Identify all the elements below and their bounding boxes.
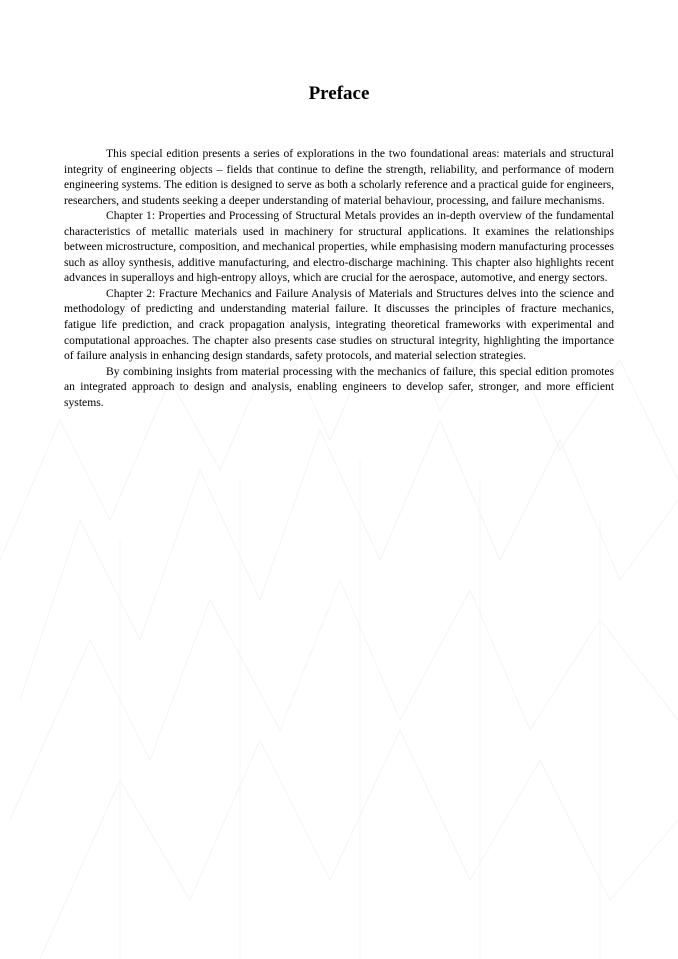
- paragraph-chapter-1: Chapter 1: Properties and Processing of Structural Metals provides an in-depth overview of the fundamental characteristics of metallic materials used in machinery for structural applications. It examines the relationships between microstructure, composition, and mechanical properties, while emphasising modern manufacturing processes such as alloy synthesis, additive manufacturing, and electro-discharge machining. This chapter also highlights recent advances in superalloys and high-entropy alloys, which are crucial for the aerospace, automotive, and energy sectors.: [64, 209, 614, 285]
- paragraph-conclusion: By combining insights from material processing with the mechanics of failure, this special edition promotes an integrated approach to design and analysis, enabling engineers to develop safer, stronger, and more efficient systems.: [64, 364, 614, 409]
- paragraph-intro: This special edition presents a series of explorations in the two foundational areas: materials and structural integrity of engineering objects – fields that continue to define the strength, reliability, and performance of modern engineering systems. The edition is designed to serve as both a scholarly reference and a practical guide for engineers, researchers, and students seeking a deeper understanding of material behaviour, processing, and failure mechanisms.: [64, 147, 614, 207]
- paragraph-chapter-2: Chapter 2: Fracture Mechanics and Failure Analysis of Materials and Structures delves into the science and methodology of predicting and understanding material failure. It discusses the principles of fracture mechanics, fatigue life prediction, and crack propagation analysis, integrating theoretical frameworks with experimental and computational approaches. The chapter also presents case studies on structural integrity, highlighting the importance of failure analysis in enhancing design standards, safety protocols, and material selection strategies.: [64, 286, 614, 363]
- page-title: Preface: [308, 83, 370, 104]
- preface-body: [64, 146, 614, 410]
